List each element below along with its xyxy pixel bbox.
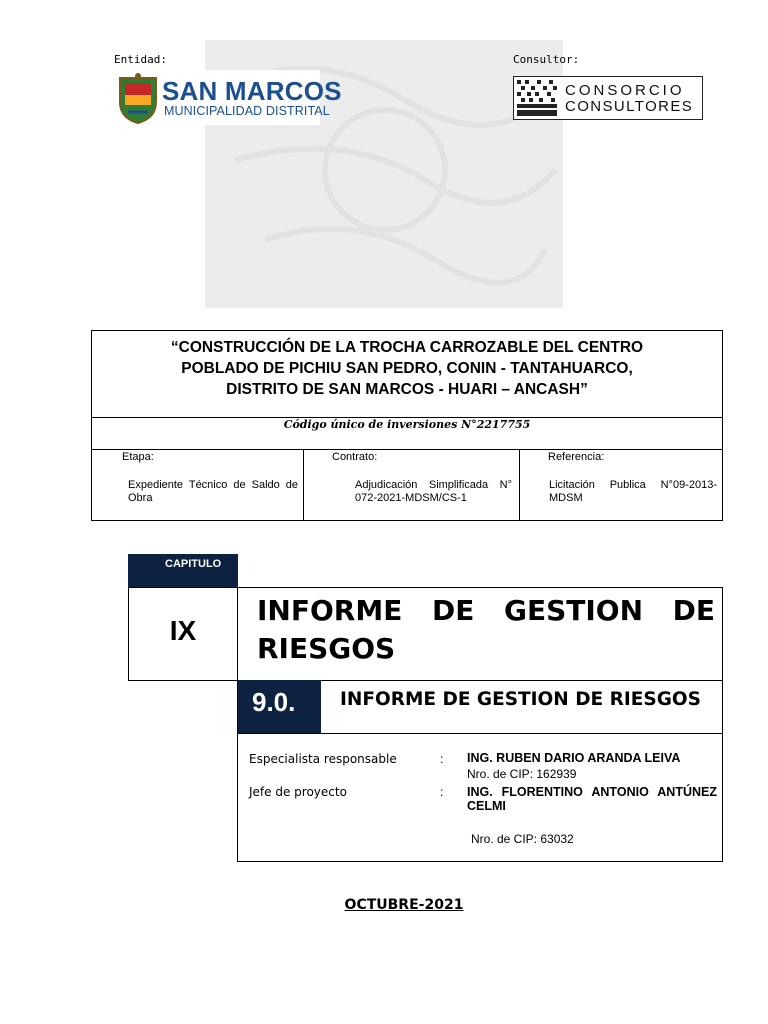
contract-label: Contrato:	[332, 451, 378, 463]
chapter-tab: CAPITULO	[128, 554, 238, 588]
pixel-grid-icon	[517, 80, 557, 116]
divider	[519, 449, 520, 521]
project-title-line: DISTRITO DE SAN MARCOS - HUARI – ANCASH”	[226, 381, 588, 398]
logo-consultores-text: CONSULTORES	[565, 98, 694, 115]
chapter-title-word: DE	[431, 594, 475, 627]
staff-box	[237, 733, 723, 862]
manager-role: Jefe de proyecto	[249, 785, 347, 799]
section-number: 9.0.	[238, 680, 321, 733]
chapter-number: IX	[129, 588, 238, 680]
specialist-cip: Nro. de CIP: 162939	[467, 767, 577, 781]
logo-subtitle: MUNICIPALIDAD DISTRITAL	[164, 104, 330, 118]
manager-cip: Nro. de CIP: 63032	[471, 832, 574, 846]
specialist-name: ING. RUBEN DARIO ARANDA LEIVA	[467, 751, 681, 765]
project-title-line: POBLADO DE PICHIU SAN PEDRO, CONIN - TANTAHUARCO,	[181, 360, 633, 377]
entity-label: Entidad:	[114, 53, 167, 66]
chapter-title	[257, 592, 715, 668]
divider	[92, 449, 722, 450]
consorcio-logo	[513, 76, 703, 120]
section-row	[237, 680, 723, 734]
logo-title: SAN MARCOS	[162, 76, 342, 106]
section-title: INFORME DE GESTION DE RIESGOS	[340, 689, 701, 710]
project-title-line: “CONSTRUCCIÓN DE LA TROCHA CARROZABLE DEL CENTRO	[170, 339, 644, 356]
chapter-title-word: INFORME	[257, 594, 403, 627]
investment-code: Código único de inversiones N°2217755	[283, 418, 531, 431]
manager-name: ING. FLORENTINO ANTONIO ANTÚNEZ CELMI	[467, 785, 717, 813]
logo-consorcio-text: CONSORCIO	[565, 82, 685, 99]
chapter-title-word: GESTION	[503, 594, 643, 627]
separator: :	[440, 752, 444, 766]
project-title	[92, 337, 722, 400]
chapter-title-word: DE	[672, 594, 715, 627]
chapter-title-line2: RIESGOS	[257, 632, 396, 665]
project-info-box	[91, 330, 723, 521]
contract-value: Adjudicación Simplificada N° 072-2021-MDSM/CS-1	[355, 479, 512, 504]
divider	[303, 449, 304, 521]
reference-label: Referencia:	[548, 451, 605, 463]
separator: :	[440, 785, 444, 799]
chapter-box	[128, 587, 723, 681]
date-text: OCTUBRE-2021	[344, 897, 464, 913]
municipal-shield-icon	[116, 72, 160, 124]
reference-value: Licitación Publica N°09-2013-MDSM	[549, 479, 717, 504]
stage-label: Etapa:	[122, 451, 154, 463]
stage-value: Expediente Técnico de Saldo de Obra	[128, 479, 298, 504]
specialist-role: Especialista responsable	[249, 752, 397, 766]
document-date	[0, 897, 768, 913]
consultant-label: Consultor:	[513, 53, 580, 66]
san-marcos-logo	[114, 70, 342, 125]
